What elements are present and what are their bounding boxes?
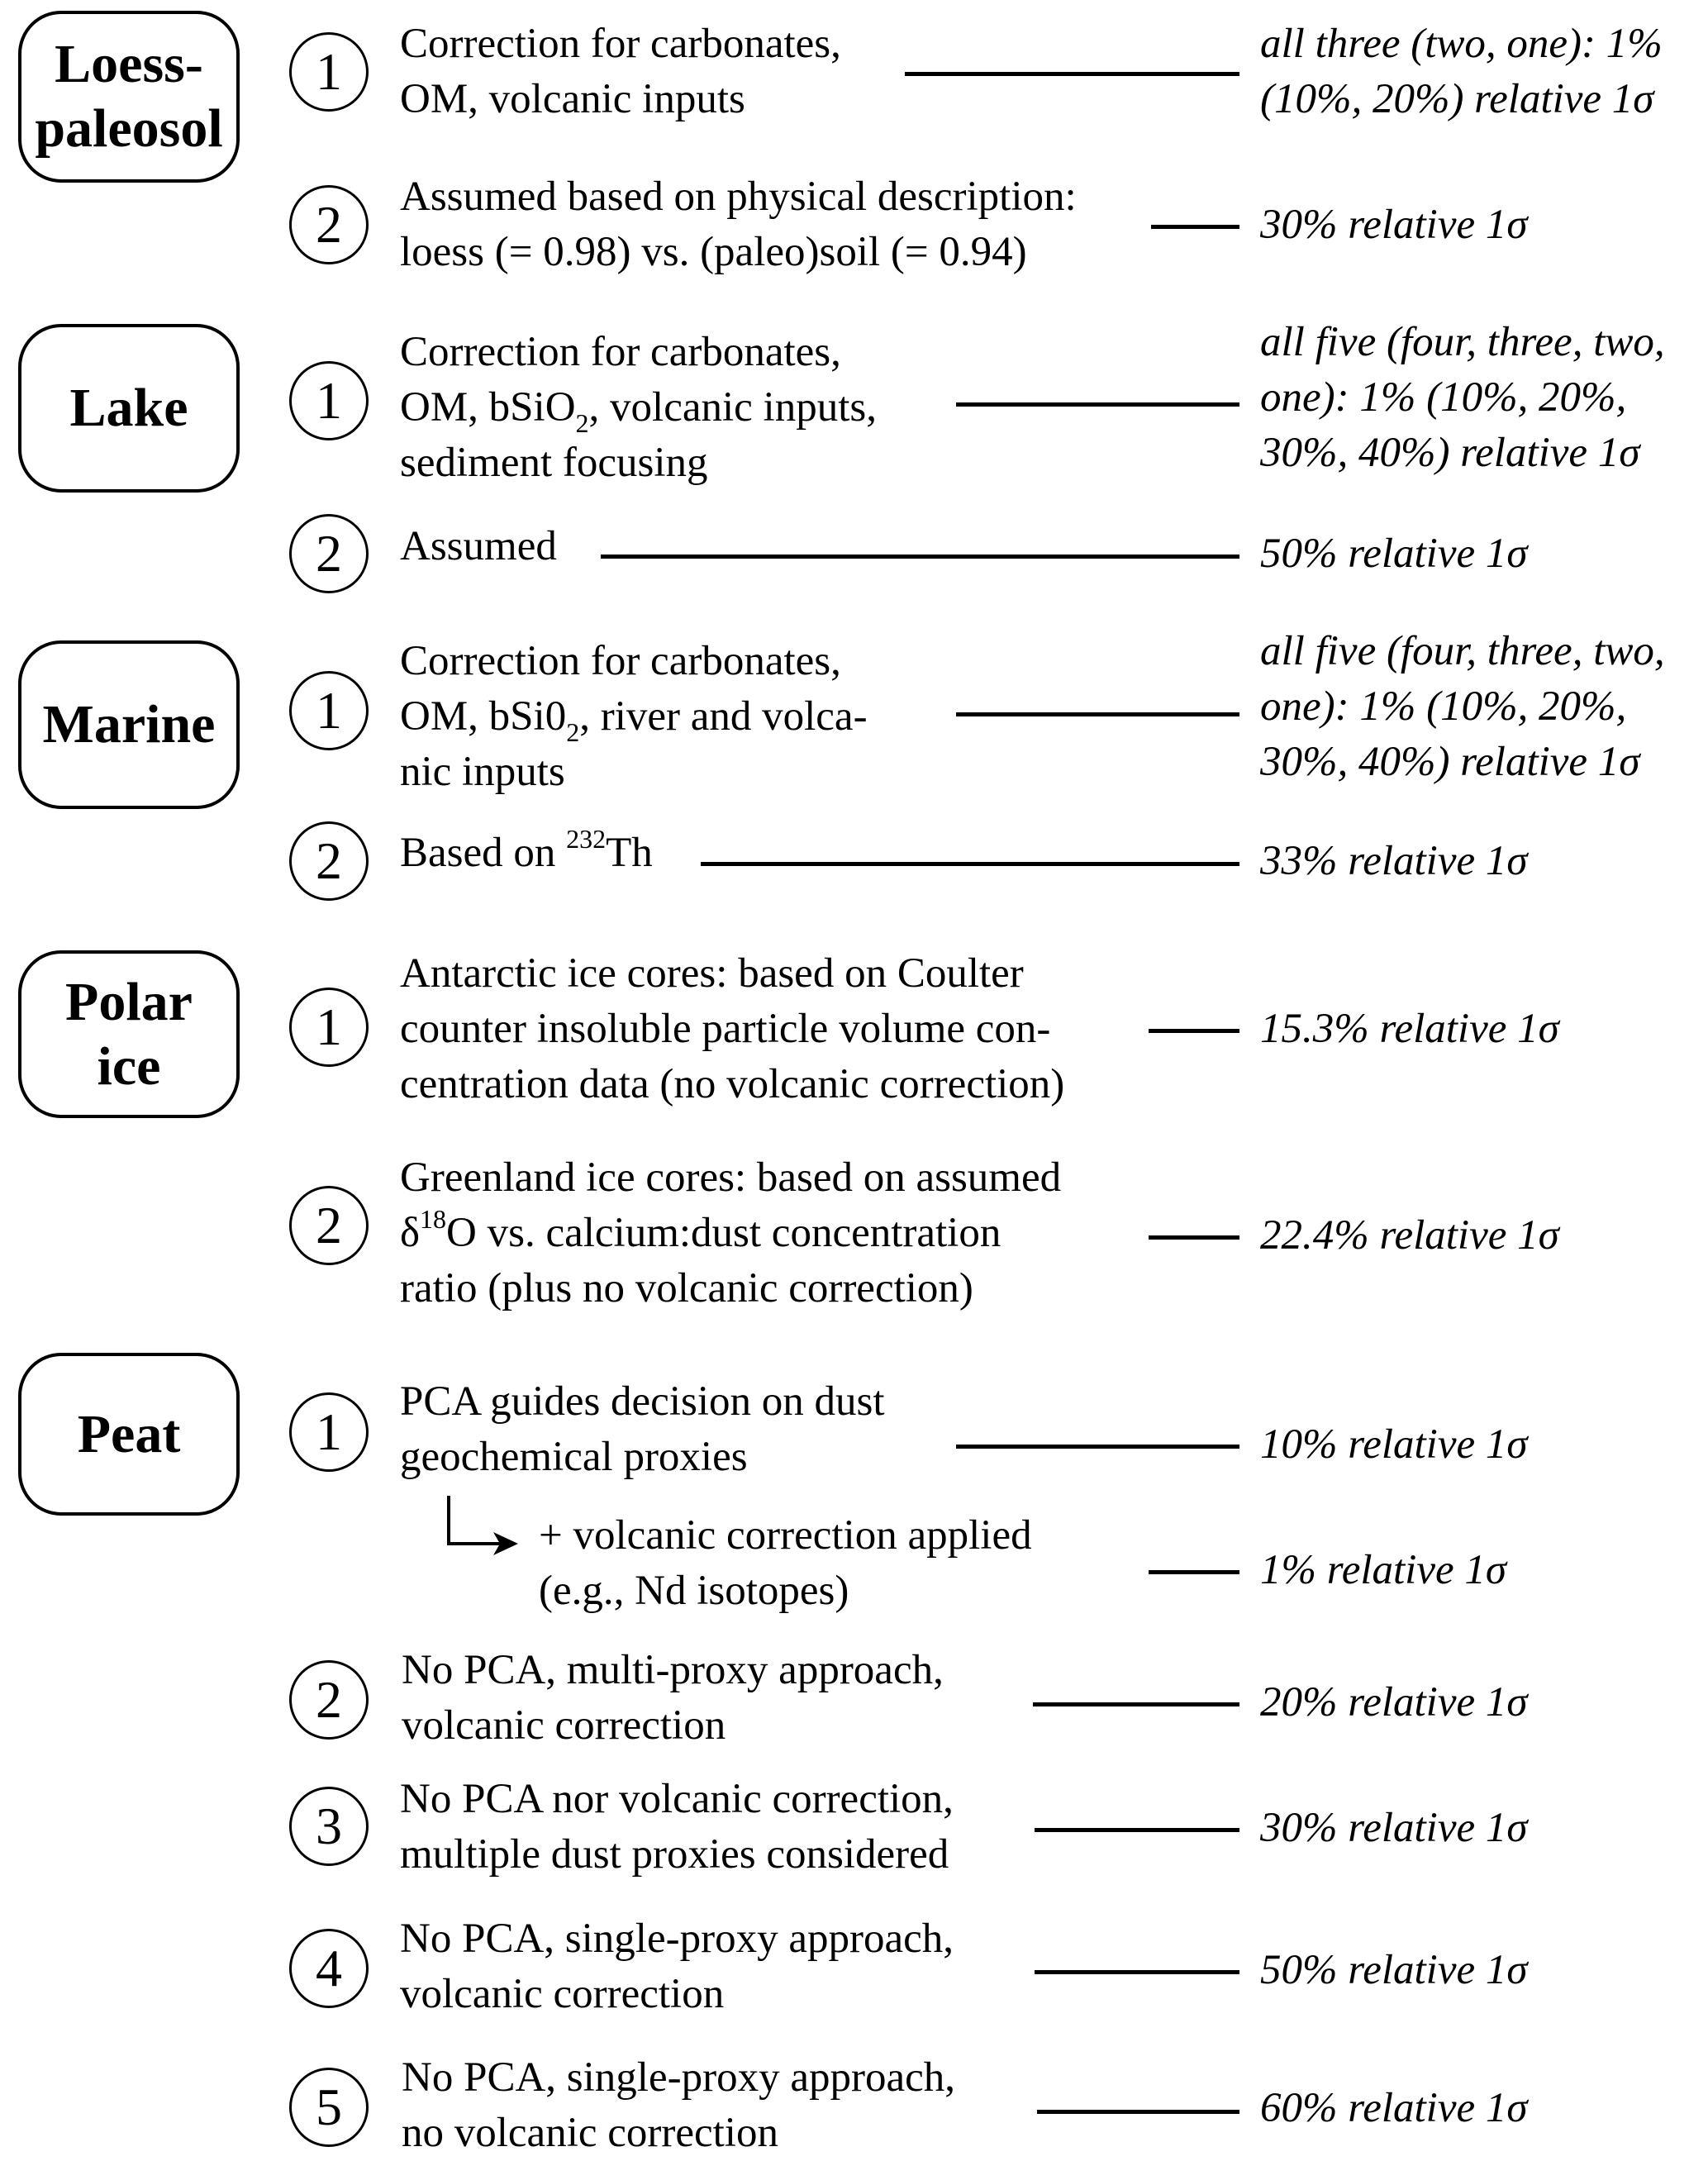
uncertainty-result bbox=[1260, 1417, 1528, 1473]
uncertainty-result bbox=[1260, 624, 1665, 790]
result-line: 30%, 40%) relative 1σ bbox=[1260, 739, 1640, 785]
desc-line: No PCA, single-proxy approach, bbox=[400, 1916, 954, 1962]
result-line: 15.3% relative 1σ bbox=[1260, 1006, 1559, 1052]
desc-line: (e.g., Nd isotopes) bbox=[539, 1568, 849, 1614]
method-number-circle: 1 bbox=[289, 671, 369, 750]
category-label: Lake bbox=[69, 378, 188, 438]
connector-line bbox=[1035, 1970, 1239, 1974]
desc-line bbox=[400, 826, 653, 881]
result-line: all five (four, three, two, bbox=[1260, 628, 1665, 674]
connector-line bbox=[1033, 1702, 1239, 1706]
connector-line bbox=[701, 862, 1239, 866]
desc-fragment: , volcanic inputs, bbox=[588, 384, 877, 431]
desc-fragment: Based on bbox=[400, 830, 567, 876]
connector-line bbox=[1035, 1828, 1239, 1832]
category-box-lake bbox=[18, 324, 240, 493]
desc-line: geochemical proxies bbox=[400, 1434, 748, 1480]
method-number-circle: 4 bbox=[289, 1929, 369, 2008]
desc-line: volcanic correction bbox=[402, 1702, 726, 1749]
method-description bbox=[400, 1911, 954, 2022]
category-label: Marine bbox=[42, 694, 216, 754]
desc-line: volcanic correction bbox=[400, 1971, 725, 2017]
superscript: 18 bbox=[420, 1204, 447, 1234]
desc-fragment: O vs. calcium:dust concentration bbox=[446, 1210, 1001, 1256]
method-number-circle: 5 bbox=[289, 2068, 369, 2147]
method-number-circle: 1 bbox=[289, 1392, 369, 1472]
desc-line: sediment focusing bbox=[400, 440, 708, 486]
uncertainty-result bbox=[1260, 2081, 1528, 2136]
category-label: Loess- bbox=[55, 34, 203, 94]
result-line: 50% relative 1σ bbox=[1260, 531, 1528, 577]
method-description bbox=[400, 1772, 954, 1883]
desc-line: counter insoluble particle volume con- bbox=[400, 1006, 1051, 1052]
connector-line bbox=[601, 555, 1239, 559]
result-line: one): 1% (10%, 20%, bbox=[1260, 374, 1627, 421]
uncertainty-result bbox=[1260, 198, 1528, 253]
method-number-circle: 2 bbox=[289, 514, 369, 593]
desc-line: Correction for carbonates, bbox=[400, 329, 841, 375]
method-description bbox=[400, 519, 557, 574]
connector-line bbox=[956, 1445, 1239, 1449]
desc-line: Assumed based on physical description: bbox=[400, 174, 1077, 220]
method-sub-description bbox=[539, 1508, 1032, 1619]
method-description bbox=[400, 826, 653, 881]
method-description bbox=[400, 325, 877, 491]
uncertainty-result bbox=[1260, 1543, 1506, 1598]
desc-line: Antarctic ice cores: based on Coulter bbox=[400, 950, 1024, 997]
category-label: Polar bbox=[65, 971, 193, 1032]
result-line: 10% relative 1σ bbox=[1260, 1421, 1528, 1468]
desc-line: ratio (plus no volcanic correction) bbox=[400, 1265, 973, 1311]
method-number-circle: 2 bbox=[289, 185, 369, 264]
desc-line: PCA guides decision on dust bbox=[400, 1378, 885, 1425]
result-line: 30% relative 1σ bbox=[1260, 202, 1528, 248]
method-description bbox=[400, 1374, 885, 1485]
desc-line: Assumed bbox=[400, 523, 557, 569]
desc-line bbox=[400, 380, 877, 436]
desc-line: nic inputs bbox=[400, 749, 565, 795]
method-description bbox=[400, 17, 841, 127]
method-description bbox=[402, 1643, 944, 1754]
uncertainty-result bbox=[1260, 526, 1528, 582]
uncertainty-result bbox=[1260, 1002, 1559, 1057]
desc-line: No PCA, multi-proxy approach, bbox=[402, 1647, 944, 1693]
result-line: 1% relative 1σ bbox=[1260, 1547, 1507, 1593]
desc-line: loess (= 0.98) vs. (paleo)soil (= 0.94) bbox=[400, 229, 1027, 275]
result-line: 22.4% relative 1σ bbox=[1260, 1212, 1559, 1259]
uncertainty-result bbox=[1260, 1208, 1559, 1264]
category-label: ice bbox=[97, 1035, 161, 1097]
connector-line bbox=[1149, 1029, 1239, 1033]
method-description bbox=[400, 169, 1077, 280]
uncertainty-result bbox=[1260, 1801, 1528, 1856]
desc-line: Correction for carbonates, bbox=[400, 21, 841, 67]
category-label: paleosol bbox=[35, 98, 223, 159]
result-line: 20% relative 1σ bbox=[1260, 1679, 1528, 1725]
uncertainty-result bbox=[1260, 834, 1528, 889]
result-line: 30%, 40%) relative 1σ bbox=[1260, 430, 1640, 476]
category-box-loess-paleosol bbox=[18, 11, 240, 183]
desc-fragment: δ bbox=[400, 1210, 421, 1256]
subscript: 2 bbox=[566, 717, 580, 747]
uncertainty-result bbox=[1260, 1675, 1528, 1730]
desc-line: Correction for carbonates, bbox=[400, 638, 841, 684]
connector-line bbox=[905, 72, 1239, 76]
connector-line bbox=[1149, 1235, 1239, 1240]
superscript: 232 bbox=[566, 824, 607, 854]
result-line: 33% relative 1σ bbox=[1260, 838, 1528, 884]
method-number-circle: 2 bbox=[289, 821, 369, 901]
connector-line bbox=[1149, 1570, 1239, 1574]
method-number-circle: 1 bbox=[289, 988, 369, 1067]
result-line: (10%, 20%) relative 1σ bbox=[1260, 76, 1654, 122]
result-line: 50% relative 1σ bbox=[1260, 1947, 1528, 1993]
desc-line: multiple dust proxies considered bbox=[400, 1831, 949, 1878]
subscript: 2 bbox=[575, 408, 589, 438]
result-line: 30% relative 1σ bbox=[1260, 1805, 1528, 1851]
desc-line: no volcanic correction bbox=[402, 2110, 778, 2156]
category-label: Peat bbox=[77, 1403, 181, 1464]
connector-line bbox=[956, 712, 1239, 716]
desc-line: + volcanic correction applied bbox=[539, 1512, 1032, 1559]
desc-fragment: , river and volca- bbox=[579, 693, 868, 740]
desc-line: OM, volcanic inputs bbox=[400, 76, 745, 122]
method-description bbox=[400, 1150, 1061, 1316]
desc-line: centration data (no volcanic correction) bbox=[400, 1061, 1065, 1107]
uncertainty-result bbox=[1260, 1943, 1528, 1998]
method-number-circle: 1 bbox=[289, 32, 369, 112]
desc-fragment: OM, bSi0 bbox=[400, 693, 567, 740]
desc-line: No PCA nor volcanic correction, bbox=[400, 1776, 954, 1822]
uncertainty-result bbox=[1260, 315, 1665, 481]
method-number-circle: 3 bbox=[289, 1787, 369, 1866]
result-line: one): 1% (10%, 20%, bbox=[1260, 683, 1627, 730]
category-box-marine bbox=[18, 640, 240, 809]
connector-line bbox=[1037, 2110, 1239, 2114]
desc-fragment: OM, bSiO bbox=[400, 384, 576, 431]
desc-line bbox=[400, 689, 868, 745]
category-box-peat bbox=[18, 1353, 240, 1516]
method-description bbox=[400, 946, 1064, 1112]
desc-line: Greenland ice cores: based on assumed bbox=[400, 1154, 1062, 1201]
category-box-polar-ice bbox=[18, 950, 240, 1118]
method-number-circle: 2 bbox=[289, 1186, 369, 1265]
method-number-circle: 1 bbox=[289, 361, 369, 440]
connector-line bbox=[1151, 225, 1239, 229]
result-line: 60% relative 1σ bbox=[1260, 2085, 1528, 2131]
result-line: all three (two, one): 1% bbox=[1260, 21, 1663, 67]
connector-line bbox=[956, 402, 1239, 407]
method-description bbox=[400, 634, 868, 800]
desc-line: No PCA, single-proxy approach, bbox=[402, 2054, 955, 2101]
elbow-arrow-icon bbox=[442, 1494, 525, 1560]
desc-line bbox=[400, 1206, 1061, 1261]
uncertainty-result bbox=[1260, 17, 1663, 127]
result-line: all five (four, three, two, bbox=[1260, 319, 1665, 365]
method-number-circle: 2 bbox=[289, 1660, 369, 1740]
desc-fragment: Th bbox=[606, 830, 653, 876]
